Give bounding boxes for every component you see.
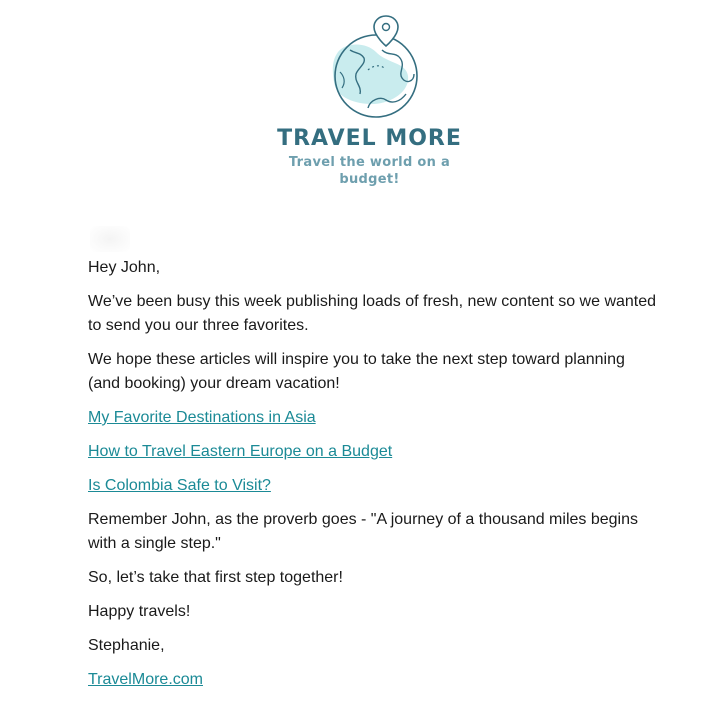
greeting: Hey John,	[88, 259, 161, 276]
article-link-asia[interactable]: My Favorite Destinations in Asia	[88, 409, 316, 426]
brand-name: TRAVEL MORE	[277, 126, 462, 151]
closing-line: Happy travels!	[88, 603, 191, 620]
article-link-colombia[interactable]: Is Colombia Safe to Visit?	[88, 477, 271, 494]
intro-paragraph: We’ve been busy this week publishing loads of fresh, new content so we wanted to send you our three favorites.	[88, 293, 657, 334]
proverb-paragraph: Remember John, as the proverb goes - "A journey of a thousand miles begins with a single step."	[88, 511, 638, 552]
faded-image-placeholder	[90, 226, 130, 252]
article-link-eastern-europe[interactable]: How to Travel Eastern Europe on a Budget	[88, 443, 393, 460]
brand-header	[0, 12, 719, 188]
article-link-item	[88, 406, 658, 430]
email-body	[88, 256, 658, 702]
article-link-item	[88, 474, 658, 498]
signature-website-link[interactable]: TravelMore.com	[88, 671, 203, 688]
globe-pin-logo-icon	[310, 12, 430, 122]
first-step-paragraph: So, let’s take that first step together!	[88, 569, 343, 586]
brand-tagline: Travel the world on a budget!	[288, 155, 451, 187]
article-link-item	[88, 440, 658, 464]
signature-name: Stephanie,	[88, 637, 165, 654]
signature-website-item	[88, 668, 658, 692]
inspire-paragraph: We hope these articles will inspire you to take the next step toward planning (and booking) your dream vacation!	[88, 351, 625, 392]
